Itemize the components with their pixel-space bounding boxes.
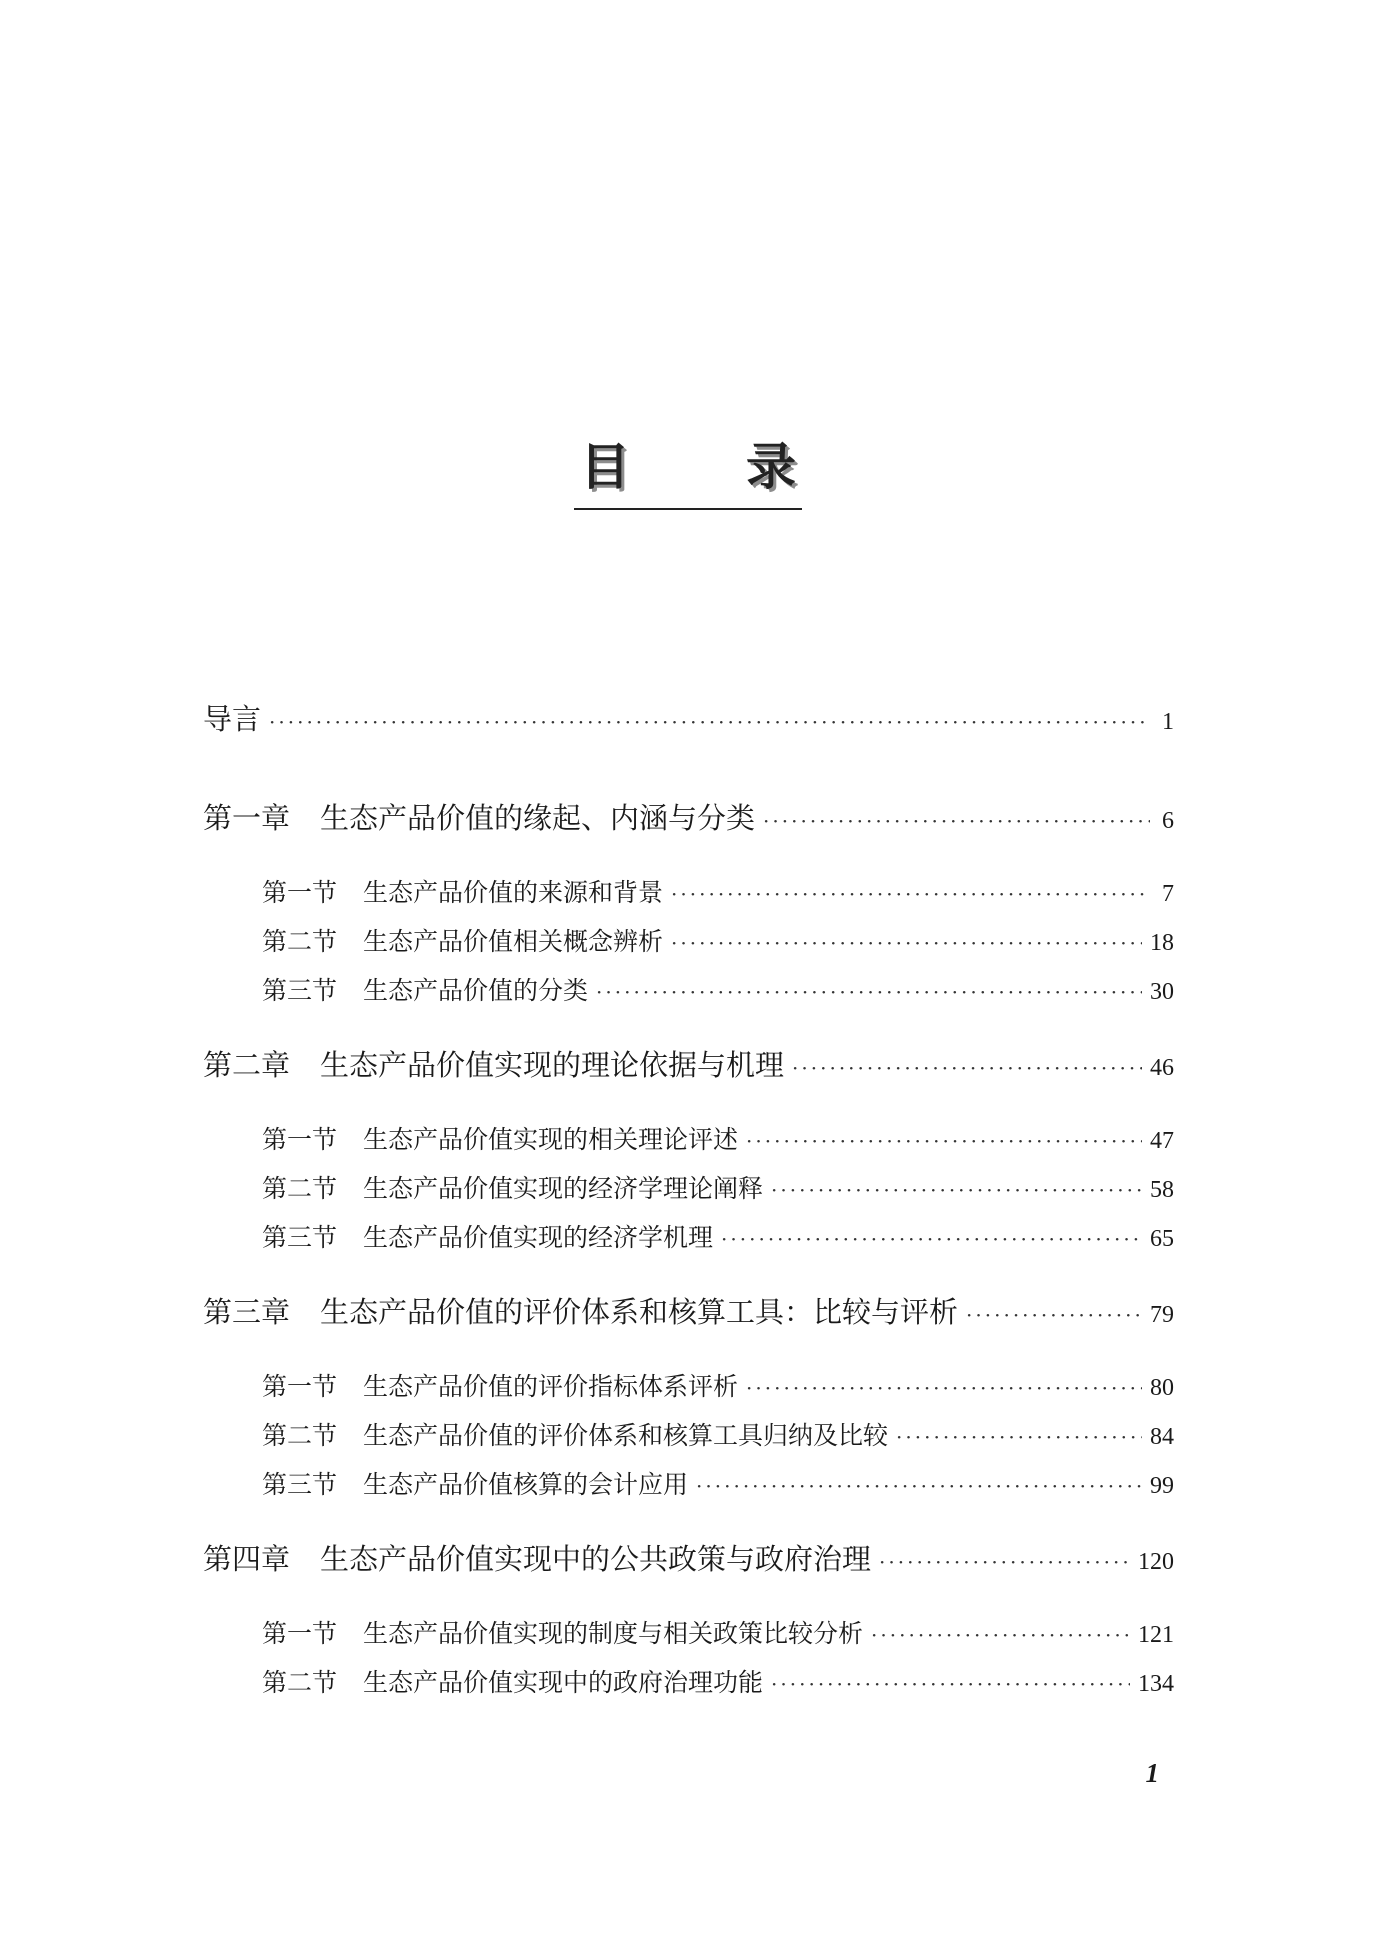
section-title: 生态产品价值实现的相关理论评述 (363, 1125, 739, 1154)
chapter-title: 生态产品价值的评价体系和核算工具：比较与评析 (320, 1295, 959, 1329)
page-folio: 1 (1145, 1758, 1159, 1788)
leader-dots (763, 809, 1150, 833)
toc-section-2-1[interactable] (262, 1120, 1174, 1156)
toc-page-number: 46 (1150, 1055, 1174, 1081)
section-title: 生态产品价值的评价体系和核算工具归纳及比较 (363, 1421, 889, 1450)
toc-section-2-3[interactable] (262, 1218, 1174, 1254)
chapter-number: 第一章 (203, 801, 291, 835)
toc-page-number: 80 (1150, 1375, 1174, 1401)
toc-section-3-2[interactable] (262, 1416, 1174, 1452)
section-title: 生态产品价值的分类 (363, 976, 589, 1005)
leader-dots (792, 1056, 1142, 1080)
toc-page-number: 84 (1150, 1424, 1174, 1450)
toc-chapter-4[interactable] (203, 1537, 1174, 1578)
toc-page-number: 65 (1150, 1226, 1174, 1252)
section-number: 第一节 (262, 1619, 338, 1648)
toc-page-number: 134 (1138, 1671, 1174, 1697)
toc-page-number: 99 (1150, 1473, 1174, 1499)
toc-page-number: 30 (1150, 979, 1174, 1005)
toc-page-number: 7 (1162, 881, 1174, 907)
leader-dots (871, 1623, 1130, 1647)
section-title: 生态产品价值相关概念辨析 (363, 927, 664, 956)
section-title: 生态产品价值实现中的政府治理功能 (363, 1668, 764, 1697)
section-number: 第一节 (262, 1372, 338, 1401)
chapter-number: 第三章 (203, 1295, 291, 1329)
chapter-title: 生态产品价值的缘起、内涵与分类 (320, 801, 756, 835)
leader-dots (771, 1178, 1142, 1202)
leader-dots (746, 1376, 1142, 1400)
toc-section-1-1[interactable] (262, 873, 1174, 909)
title-char-mu: 目 (580, 438, 630, 496)
toc-section-1-2[interactable] (262, 922, 1174, 958)
title-char-lu: 录 (746, 438, 796, 496)
section-title: 生态产品价值核算的会计应用 (363, 1470, 689, 1499)
leader-dots (896, 1425, 1142, 1449)
leader-dots (721, 1227, 1142, 1251)
toc-section-4-2[interactable] (262, 1663, 1174, 1699)
section-title: 生态产品价值实现的制度与相关政策比较分析 (363, 1619, 864, 1648)
toc-page-number: 47 (1150, 1128, 1174, 1154)
section-number: 第二节 (262, 1421, 338, 1450)
section-title: 生态产品价值的评价指标体系评析 (363, 1372, 739, 1401)
leader-dots (269, 710, 1150, 734)
toc-page-number: 58 (1150, 1177, 1174, 1203)
chapter-number: 第四章 (203, 1542, 291, 1576)
section-number: 第三节 (262, 976, 338, 1005)
section-title: 生态产品价值实现的经济学机理 (363, 1223, 714, 1252)
toc-section-1-3[interactable] (262, 971, 1174, 1007)
section-number: 第三节 (262, 1223, 338, 1252)
leader-dots (771, 1672, 1130, 1696)
toc-page-number: 121 (1138, 1622, 1174, 1648)
toc-page-number: 120 (1138, 1549, 1174, 1575)
chapter-number: 第二章 (203, 1048, 291, 1082)
leader-dots (966, 1303, 1142, 1327)
chapter-title: 生态产品价值实现中的公共政策与政府治理 (320, 1542, 872, 1576)
section-title: 生态产品价值的来源和背景 (363, 878, 664, 907)
toc-section-2-2[interactable] (262, 1169, 1174, 1205)
toc-page-number: 79 (1150, 1302, 1174, 1328)
section-number: 第一节 (262, 878, 338, 907)
section-number: 第二节 (262, 1174, 338, 1203)
toc-intro[interactable] (203, 697, 1174, 738)
leader-dots (696, 1474, 1142, 1498)
toc-section-3-3[interactable] (262, 1465, 1174, 1501)
toc-page-number: 18 (1150, 930, 1174, 956)
leader-dots (671, 882, 1150, 906)
toc-intro-label: 导言 (203, 702, 262, 736)
toc-section-3-1[interactable] (262, 1367, 1174, 1403)
section-number: 第一节 (262, 1125, 338, 1154)
chapter-title: 生态产品价值实现的理论依据与机理 (320, 1048, 785, 1082)
section-number: 第二节 (262, 927, 338, 956)
leader-dots (879, 1550, 1130, 1574)
leader-dots (596, 980, 1142, 1004)
leader-dots (671, 931, 1142, 955)
toc-chapter-3[interactable] (203, 1290, 1174, 1331)
section-number: 第二节 (262, 1668, 338, 1697)
toc-page-number: 6 (1162, 808, 1174, 834)
toc-page-number: 1 (1162, 709, 1174, 735)
leader-dots (746, 1129, 1142, 1153)
section-title: 生态产品价值实现的经济学理论阐释 (363, 1174, 764, 1203)
section-number: 第三节 (262, 1470, 338, 1499)
toc-chapter-2[interactable] (203, 1043, 1174, 1084)
toc-section-4-1[interactable] (262, 1614, 1174, 1650)
toc-chapter-1[interactable] (203, 796, 1174, 837)
